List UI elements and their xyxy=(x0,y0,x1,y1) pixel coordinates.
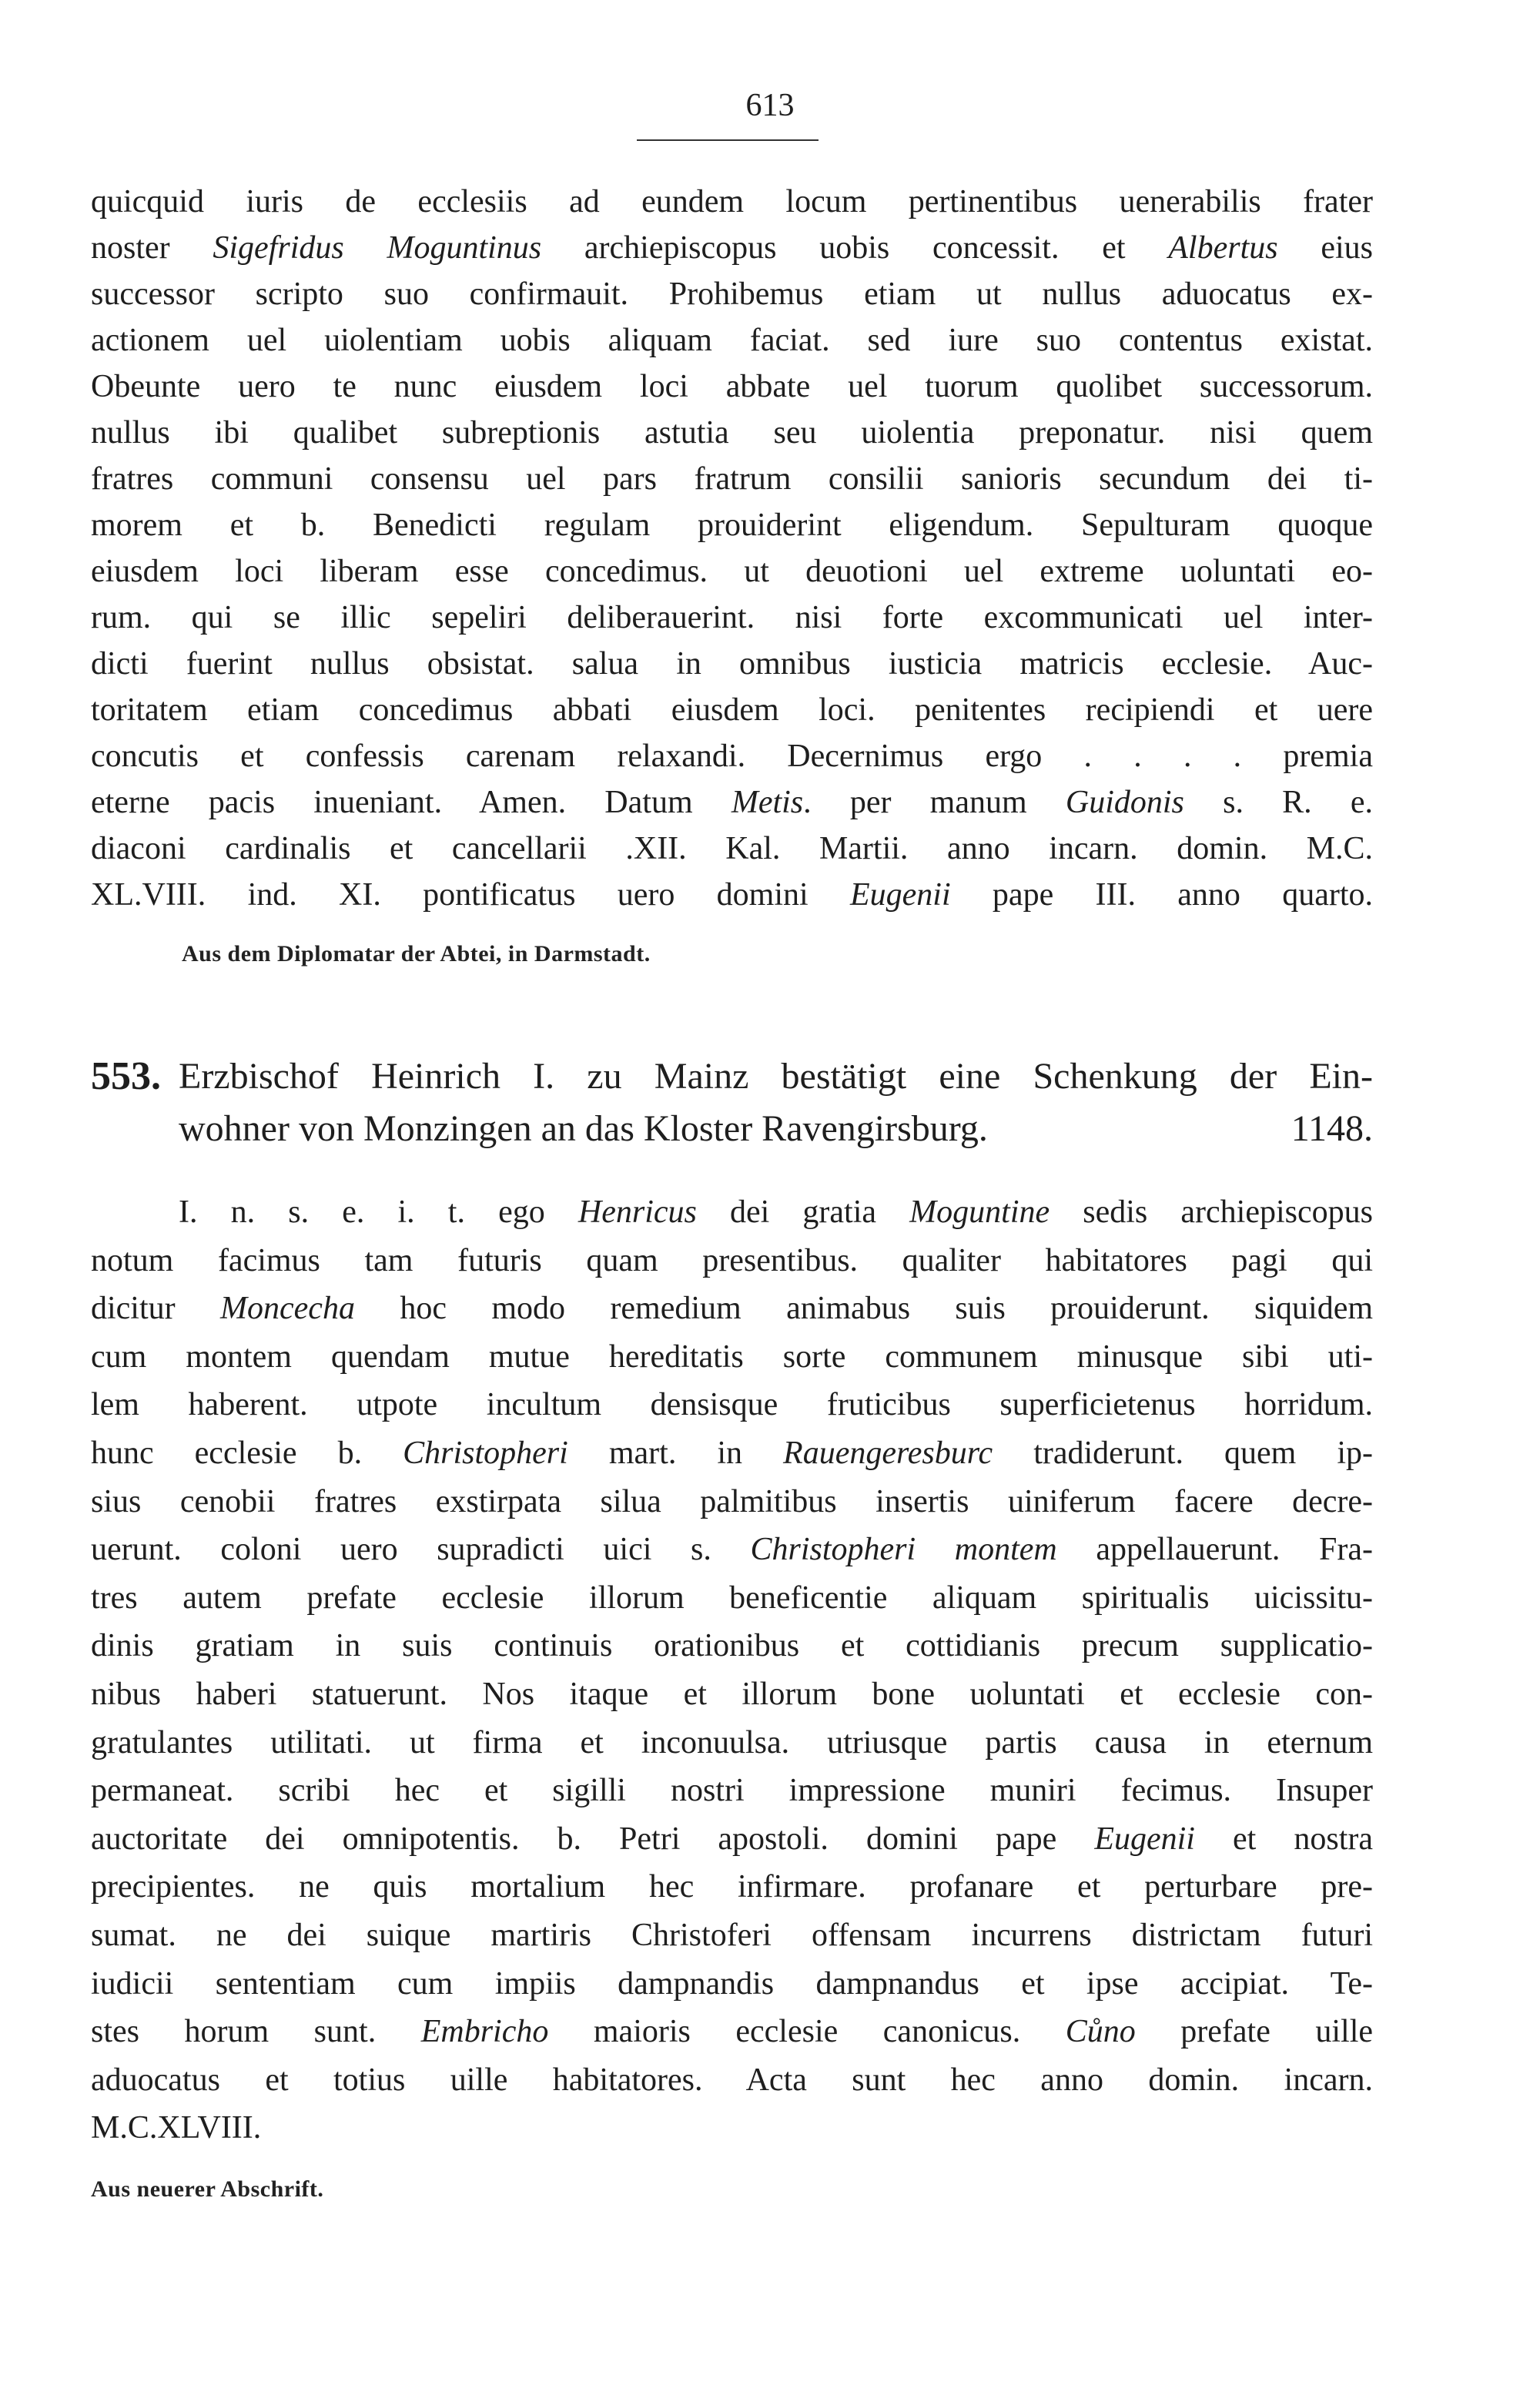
text-line xyxy=(91,1574,1373,1623)
text-line xyxy=(91,271,1373,317)
text-run: sumat. ne dei suique martiris Christoferi offensam incurrens districtam futuri xyxy=(91,1918,1373,1953)
italic-name: Moguntine xyxy=(909,1194,1050,1230)
text-run: actionem uel uiolentiam uobis aliquam faciat. sed iure suo contentus existat. xyxy=(91,323,1373,358)
text-run: eius xyxy=(1277,230,1373,266)
italic-name: Guidonis xyxy=(1065,785,1184,820)
text-line xyxy=(91,779,1373,826)
text-run: sius cenobii fratres exstirpata silua palmitibus insertis uiniferum facere decre- xyxy=(91,1483,1373,1519)
text-line xyxy=(91,872,1373,918)
text-run: iudicii sententiam cum impiis dampnandis dampnandus et ipse accipiat. Te- xyxy=(91,1965,1373,2002)
text-run: dicti fuerint nullus obsistat. salua in omnibus iusticia matricis ecclesie. Auc- xyxy=(91,646,1373,682)
text-run: auctoritate dei omnipotentis. b. Petri apostoli. domini pape xyxy=(91,1821,1095,1857)
document-number: 553. xyxy=(91,1054,161,1098)
text-run: pape III. anno quarto. xyxy=(950,877,1373,913)
text-run: M.C.XLVIII. xyxy=(91,2110,262,2146)
text-line xyxy=(91,826,1373,872)
text-run: aduocatus et totius uille habitatores. Acta sunt hec anno domin. incarn. xyxy=(91,2062,1373,2098)
text-run: diaconi cardinalis et cancellarii .XII. Kal. Martii. anno incarn. domin. M.C. xyxy=(91,831,1373,866)
text-line xyxy=(91,548,1373,595)
text-run: sedis archiepiscopus xyxy=(1050,1194,1373,1230)
text-line xyxy=(91,1960,1373,2008)
text-line xyxy=(91,410,1373,456)
text-line xyxy=(179,1188,1373,1237)
italic-name: Moncecha xyxy=(220,1291,355,1327)
text-run: eterne pacis inueniant. Amen. Datum xyxy=(91,785,732,820)
text-run: lem haberent. utpote incultum densisque fruticibus superficietenus horridum. xyxy=(91,1387,1373,1423)
text-line xyxy=(91,687,1373,733)
italic-name: Metis xyxy=(731,785,804,820)
text-line xyxy=(91,1237,1373,1285)
text-run: permaneat. scribi hec et sigilli nostri impressione muniri fecimus. Insuper xyxy=(91,1773,1373,1809)
text-line xyxy=(91,595,1373,641)
text-run: hoc modo remedium animabus suis prouiderunt. siquidem xyxy=(354,1291,1374,1327)
text-run: appellauerunt. Fra- xyxy=(1056,1532,1373,1568)
text-run: archiepiscopus uobis concessit. et xyxy=(541,230,1169,266)
italic-name: Embricho xyxy=(420,2014,549,2050)
text-run: Obeunte uero te nunc eiusdem loci abbate uel tuorum quolibet successorum. xyxy=(91,369,1373,404)
text-run: et nostra xyxy=(1194,1821,1374,1857)
text-line xyxy=(91,1478,1373,1526)
text-run: s. R. e. xyxy=(1183,785,1374,820)
text-run: cum montem quendam mutue hereditatis sorte communem minusque sibi uti- xyxy=(91,1338,1373,1375)
italic-name: Christopheri montem xyxy=(750,1532,1057,1568)
text-run: prefate uille xyxy=(1135,2014,1374,2050)
italic-name: Christopheri xyxy=(403,1436,568,1471)
document-heading-line-1: Erzbischof Heinrich I. zu Mainz bestätigt eine Schenkung der Ein- xyxy=(179,1056,1373,1097)
text-line xyxy=(91,1863,1373,1911)
text-run: noster xyxy=(91,230,213,266)
italic-name: Eugenii xyxy=(1094,1821,1195,1857)
text-line xyxy=(91,317,1373,363)
text-run: tres autem prefate ecclesie illorum beneficentie aliquam spiritualis uicissitu- xyxy=(91,1580,1373,1616)
text-line xyxy=(91,1285,1373,1333)
text-run: precipientes. ne quis mortalium hec infirmare. profanare et perturbare pre- xyxy=(91,1869,1373,1905)
text-run: tradiderunt. quem ip- xyxy=(993,1436,1373,1471)
text-line xyxy=(91,456,1373,502)
text-line xyxy=(91,641,1373,687)
text-run: dinis gratiam in suis continuis orationibus et cottidianis precum supplicatio- xyxy=(91,1628,1373,1664)
source-note: Aus neuerer Abschrift. xyxy=(91,2176,324,2202)
text-run: toritatem etiam concedimus abbati eiusdem loci. penitentes recipiendi et uere xyxy=(91,692,1373,728)
italic-name: Henricus xyxy=(578,1194,697,1230)
text-line xyxy=(91,1719,1373,1767)
text-line xyxy=(91,1622,1373,1670)
text-line xyxy=(91,1670,1373,1719)
text-run: XL.VIII. ind. XI. pontificatus uero domini xyxy=(91,877,850,913)
text-line xyxy=(91,502,1373,548)
text-run: nullus ibi qualibet subreptionis astutia seu uiolentia preponatur. nisi quem xyxy=(91,415,1373,451)
text-run: I. n. s. e. i. t. ego xyxy=(179,1194,578,1230)
text-run: rum. qui se illic sepeliri deliberauerint. nisi forte excommunicati uel inter- xyxy=(91,600,1373,635)
italic-name: Sigefridus Moguntinus xyxy=(213,230,542,266)
text-line xyxy=(91,2104,1373,2153)
text-run: . per manum xyxy=(803,785,1066,820)
text-line xyxy=(91,1911,1373,1960)
text-run: successor scripto suo confirmauit. Prohibemus etiam ut nullus aduocatus ex- xyxy=(91,276,1373,312)
text-run: eiusdem loci liberam esse concedimus. ut deuotioni uel extreme uoluntati eo- xyxy=(91,554,1373,589)
text-line xyxy=(91,1333,1373,1382)
text-line xyxy=(91,1526,1373,1574)
text-run: uerunt. coloni uero supradicti uici s. xyxy=(91,1532,751,1568)
text-line xyxy=(91,363,1373,410)
text-line xyxy=(91,179,1373,225)
text-run: notum facimus tam futuris quam presentibus. qualiter habitatores pagi qui xyxy=(91,1242,1373,1278)
text-line xyxy=(91,1815,1373,1864)
text-run: maioris ecclesie canonicus. xyxy=(548,2014,1066,2050)
italic-name: Eugenii xyxy=(849,877,951,913)
text-run: nibus haberi statuerunt. Nos itaque et illorum bone uoluntati et ecclesie con- xyxy=(91,1677,1373,1712)
italic-name: Albertus xyxy=(1168,230,1278,266)
document-heading-text: wohner von Monzingen an das Kloster Ravengirsburg. xyxy=(179,1108,988,1149)
page-number-rule xyxy=(637,139,819,141)
text-run: dicitur xyxy=(91,1291,221,1327)
text-run: concutis et confessis carenam relaxandi. Decernimus ergo . . . . premia xyxy=(91,739,1373,774)
text-line xyxy=(91,1381,1373,1429)
document-year: 1148. xyxy=(1291,1108,1373,1149)
text-run: dei gratia xyxy=(696,1194,910,1230)
text-line xyxy=(91,2008,1373,2056)
text-line xyxy=(91,2056,1373,2105)
text-run: quicquid iuris de ecclesiis ad eundem locum pertinentibus uenerabilis frater xyxy=(91,184,1373,219)
text-run: morem et b. Benedicti regulam prouiderint eligendum. Sepulturam quoque xyxy=(91,508,1373,543)
text-run: mart. in xyxy=(567,1436,784,1471)
document-heading-line-2 xyxy=(179,1106,1373,1152)
text-run: stes horum sunt. xyxy=(91,2014,421,2050)
text-run: hunc ecclesie b. xyxy=(91,1436,403,1471)
text-run: fratres communi consensu uel pars fratrum consilii sanioris secundum dei ti- xyxy=(91,461,1373,497)
italic-name: Rauengeresburc xyxy=(783,1436,993,1471)
text-line xyxy=(91,1429,1373,1478)
text-line xyxy=(91,1767,1373,1815)
text-line xyxy=(91,733,1373,779)
text-run: gratulantes utilitati. ut firma et inconuulsa. utriusque partis causa in eternum xyxy=(91,1724,1373,1761)
text-line xyxy=(91,225,1373,271)
italic-name: Cůno xyxy=(1065,2014,1136,2050)
source-note: Aus dem Diplomatar der Abtei, in Darmstadt. xyxy=(182,941,651,967)
page-number: 613 xyxy=(745,88,795,123)
